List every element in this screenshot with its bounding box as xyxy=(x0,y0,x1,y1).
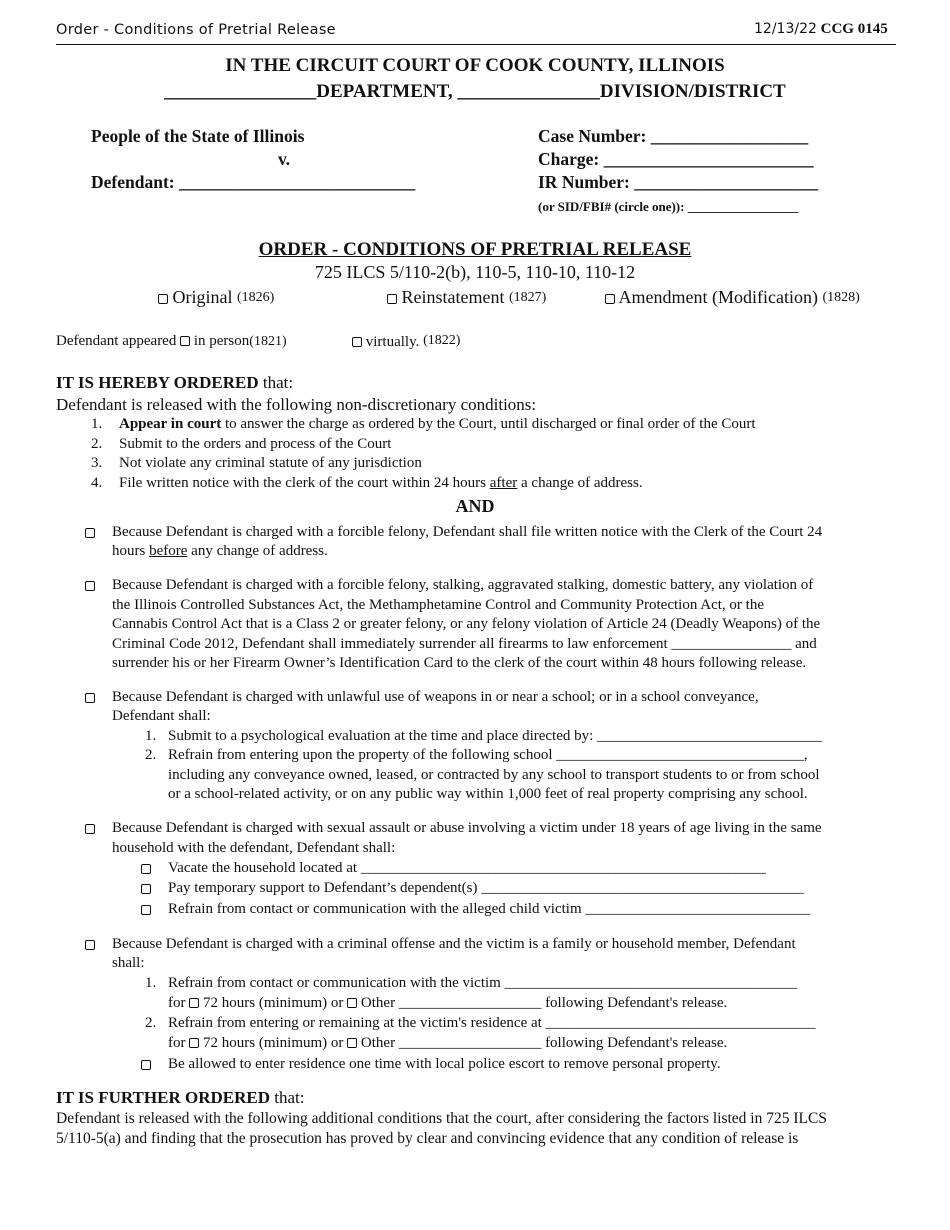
charge-field[interactable]: Charge: ________________________ xyxy=(538,149,814,169)
header-rule xyxy=(56,44,896,45)
reinstatement-label: Reinstatement xyxy=(401,287,505,307)
section-3-item-2c: or a school-related activity, or on any public way within 1,000 feet of real property comprising any school. xyxy=(168,786,808,802)
hereby-heading-bold: IT IS HEREBY ORDERED xyxy=(56,373,259,392)
section-4-item-1: Vacate the household located at ______________________________________________________ xyxy=(168,860,766,876)
hereby-heading-tail: that: xyxy=(262,373,294,392)
section-2-line-3: Cannabis Control Act that is a Class 2 or greater felony, or any felony violation of Article 24 (Deadly Weapons) of the xyxy=(112,616,821,632)
hours-72-label: 72 hours (minimum) or xyxy=(203,995,344,1011)
defendant-field[interactable]: Defendant: ___________________________ xyxy=(91,172,416,192)
sid-fbi-field[interactable]: (or SID/FBI# (circle one)): _________________ xyxy=(538,199,799,214)
condition-2-number: 2. xyxy=(91,436,103,452)
in-person-checkbox[interactable] xyxy=(180,336,190,346)
section-2-checkbox[interactable] xyxy=(85,581,95,591)
and-connector: AND xyxy=(455,496,495,516)
further-heading xyxy=(56,1088,304,1108)
further-heading-bold: IT IS FURTHER ORDERED xyxy=(56,1088,270,1107)
other-label: Other xyxy=(360,1035,396,1051)
court-department: ________________DEPARTMENT, _______________DIVISION/DISTRICT xyxy=(164,81,786,102)
section-1-line-1: Because Defendant is charged with a forcible felony, Defendant shall file written notice with the Clerk of the Court 24 xyxy=(112,524,823,540)
section-4-line-2: household with the defendant, Defendant shall: xyxy=(112,840,396,856)
section-3-checkbox[interactable] xyxy=(85,693,95,703)
caption-versus: v. xyxy=(278,149,291,169)
section-3-line-2: Defendant shall: xyxy=(112,708,211,724)
in-person-label: in person xyxy=(193,333,250,349)
other-blank[interactable]: ___________________ xyxy=(398,1035,542,1051)
section-5-item-1-duration xyxy=(168,995,727,1012)
appearance-prefix: Defendant appeared xyxy=(56,333,177,349)
virtually-code: (1822) xyxy=(423,333,461,348)
section-4-item-3-checkbox[interactable] xyxy=(141,905,151,915)
section-1-line-2 xyxy=(112,543,328,560)
section-2-line-2: the Illinois Controlled Substances Act, the Methamphetamine Control and Community Protection Act, or the xyxy=(112,597,764,613)
section-2-line-1: Because Defendant is charged with a forcible felony, stalking, aggravated stalking, domestic battery, any violation of xyxy=(112,577,814,593)
section-2-line-5: surrender his or her Firearm Owner’s Identification Card to the clerk of the court within 48 hours following release. xyxy=(112,655,807,671)
condition-1 xyxy=(119,416,756,433)
original-checkbox[interactable] xyxy=(158,294,168,304)
following-label: following Defendant's release. xyxy=(545,1035,728,1051)
section-1-hours: hours xyxy=(112,543,146,559)
item-1-other-checkbox[interactable] xyxy=(347,998,357,1008)
section-5-item-3: Be allowed to enter residence one time with local police escort to remove personal property. xyxy=(168,1056,721,1072)
condition-2: Submit to the orders and process of the Court xyxy=(119,436,392,452)
form-header-code xyxy=(754,21,888,38)
condition-4 xyxy=(119,475,643,492)
in-person-code: (1821) xyxy=(249,334,287,349)
amendment-label: Amendment (Modification) xyxy=(618,287,818,307)
order-type-amendment[interactable] xyxy=(605,287,860,308)
further-line-2: 5/110-5(a) and finding that the prosecution has proved by clear and convincing evidence that any condition of release is xyxy=(56,1130,799,1147)
form-header-title: Order - Conditions of Pretrial Release xyxy=(56,22,336,38)
further-line-1: Defendant is released with the following additional conditions that the court, after considering the factors listed in 725 ILCS xyxy=(56,1110,827,1127)
original-label: Original xyxy=(172,287,233,307)
hereby-heading xyxy=(56,373,293,393)
section-5-line-2: shall: xyxy=(112,955,145,971)
condition-4-b: a change of address. xyxy=(521,475,643,491)
reinstatement-code: (1827) xyxy=(508,290,547,305)
section-3-item-1: Submit to a psychological evaluation at the time and place directed by: ______________________________ xyxy=(168,728,823,744)
section-1-before: before xyxy=(149,543,188,559)
section-1-tail: any change of address. xyxy=(191,543,328,559)
further-heading-tail: that: xyxy=(274,1088,305,1107)
section-4-checkbox[interactable] xyxy=(85,824,95,834)
condition-3: Not violate any criminal statute of any jurisdiction xyxy=(119,455,422,471)
condition-1-number: 1. xyxy=(91,416,103,432)
section-3-item-2a: Refrain from entering upon the property of the following school _________________________________, xyxy=(168,747,808,763)
condition-1-rest: to answer the charge as ordered by the Court, until discharged or final order of the Court xyxy=(224,416,756,432)
amendment-checkbox[interactable] xyxy=(605,294,615,304)
section-3-item-1-number: 1. xyxy=(145,728,157,744)
section-5-item-2-duration xyxy=(168,1035,727,1052)
form-code: CCG 0145 xyxy=(820,21,888,37)
for-label: for xyxy=(168,1035,186,1051)
section-2-line-4: Criminal Code 2012, Defendant shall immediately surrender all firearms to law enforcement ________________ and xyxy=(112,636,817,652)
section-5-item-1: Refrain from contact or communication with the victim _______________________________________ xyxy=(168,975,798,991)
item-2-72-hours-checkbox[interactable] xyxy=(189,1038,199,1048)
section-4-item-1-checkbox[interactable] xyxy=(141,864,151,874)
amendment-code: (1828) xyxy=(822,290,860,305)
virtually-label: virtually. xyxy=(365,334,420,350)
section-5-checkbox[interactable] xyxy=(85,940,95,950)
section-3-item-2b: including any conveyance owned, leased, or contracted by any school to transport students to or from school xyxy=(168,767,820,783)
section-4-item-3: Refrain from contact or communication with the alleged child victim ______________________________ xyxy=(168,901,811,917)
order-title: ORDER - CONDITIONS OF PRETRIAL RELEASE xyxy=(258,239,692,260)
condition-4-number: 4. xyxy=(91,475,103,491)
hereby-intro: Defendant is released with the following non-discretionary conditions: xyxy=(56,395,537,414)
condition-4-a: File written notice with the clerk of the court within 24 hours xyxy=(119,475,487,491)
condition-1-bold: Appear in court xyxy=(119,416,222,432)
item-1-72-hours-checkbox[interactable] xyxy=(189,998,199,1008)
appearance-line xyxy=(56,333,287,350)
section-4-line-1: Because Defendant is charged with sexual assault or abuse involving a victim under 18 years of age living in the same xyxy=(112,820,822,836)
hours-72-label: 72 hours (minimum) or xyxy=(203,1035,344,1051)
order-statute: 725 ILCS 5/110-2(b), 110-5, 110-10, 110-12 xyxy=(314,262,636,282)
section-5-item-2: Refrain from entering or remaining at the victim's residence at ____________________________________ xyxy=(168,1015,816,1031)
section-5-item-3-checkbox[interactable] xyxy=(141,1060,151,1070)
section-5-item-1-number: 1. xyxy=(145,975,157,991)
condition-3-number: 3. xyxy=(91,455,103,471)
section-4-item-2-checkbox[interactable] xyxy=(141,884,151,894)
section-5-item-2-number: 2. xyxy=(145,1015,157,1031)
condition-4-after: after xyxy=(489,475,518,491)
other-blank[interactable]: ___________________ xyxy=(398,995,542,1011)
section-3-line-1: Because Defendant is charged with unlawful use of weapons in or near a school; or in a school conveyance, xyxy=(112,689,759,705)
virtually-checkbox[interactable] xyxy=(352,337,362,347)
original-code: (1826) xyxy=(237,290,275,305)
appearance-virtual xyxy=(352,333,460,351)
for-label: for xyxy=(168,995,186,1011)
section-1-checkbox[interactable] xyxy=(85,528,95,538)
section-4-item-2: Pay temporary support to Defendant’s dependent(s) ___________________________________________ xyxy=(168,880,804,896)
reinstatement-checkbox[interactable] xyxy=(387,294,397,304)
order-type-original[interactable] xyxy=(158,287,274,308)
section-3-item-2-number: 2. xyxy=(145,747,157,763)
case-number-field[interactable]: Case Number: __________________ xyxy=(538,126,809,146)
order-type-reinstatement[interactable] xyxy=(387,287,546,308)
section-5-line-1: Because Defendant is charged with a criminal offense and the victim is a family or household member, Defendant xyxy=(112,936,796,952)
ir-number-field[interactable]: IR Number: _____________________ xyxy=(538,172,818,192)
following-label: following Defendant's release. xyxy=(545,995,728,1011)
form-date: 12/13/22 xyxy=(754,21,817,37)
item-2-other-checkbox[interactable] xyxy=(347,1038,357,1048)
court-name: IN THE CIRCUIT COURT OF COOK COUNTY, ILLINOIS xyxy=(225,55,725,76)
caption-people: People of the State of Illinois xyxy=(91,126,305,146)
other-label: Other xyxy=(360,995,396,1011)
